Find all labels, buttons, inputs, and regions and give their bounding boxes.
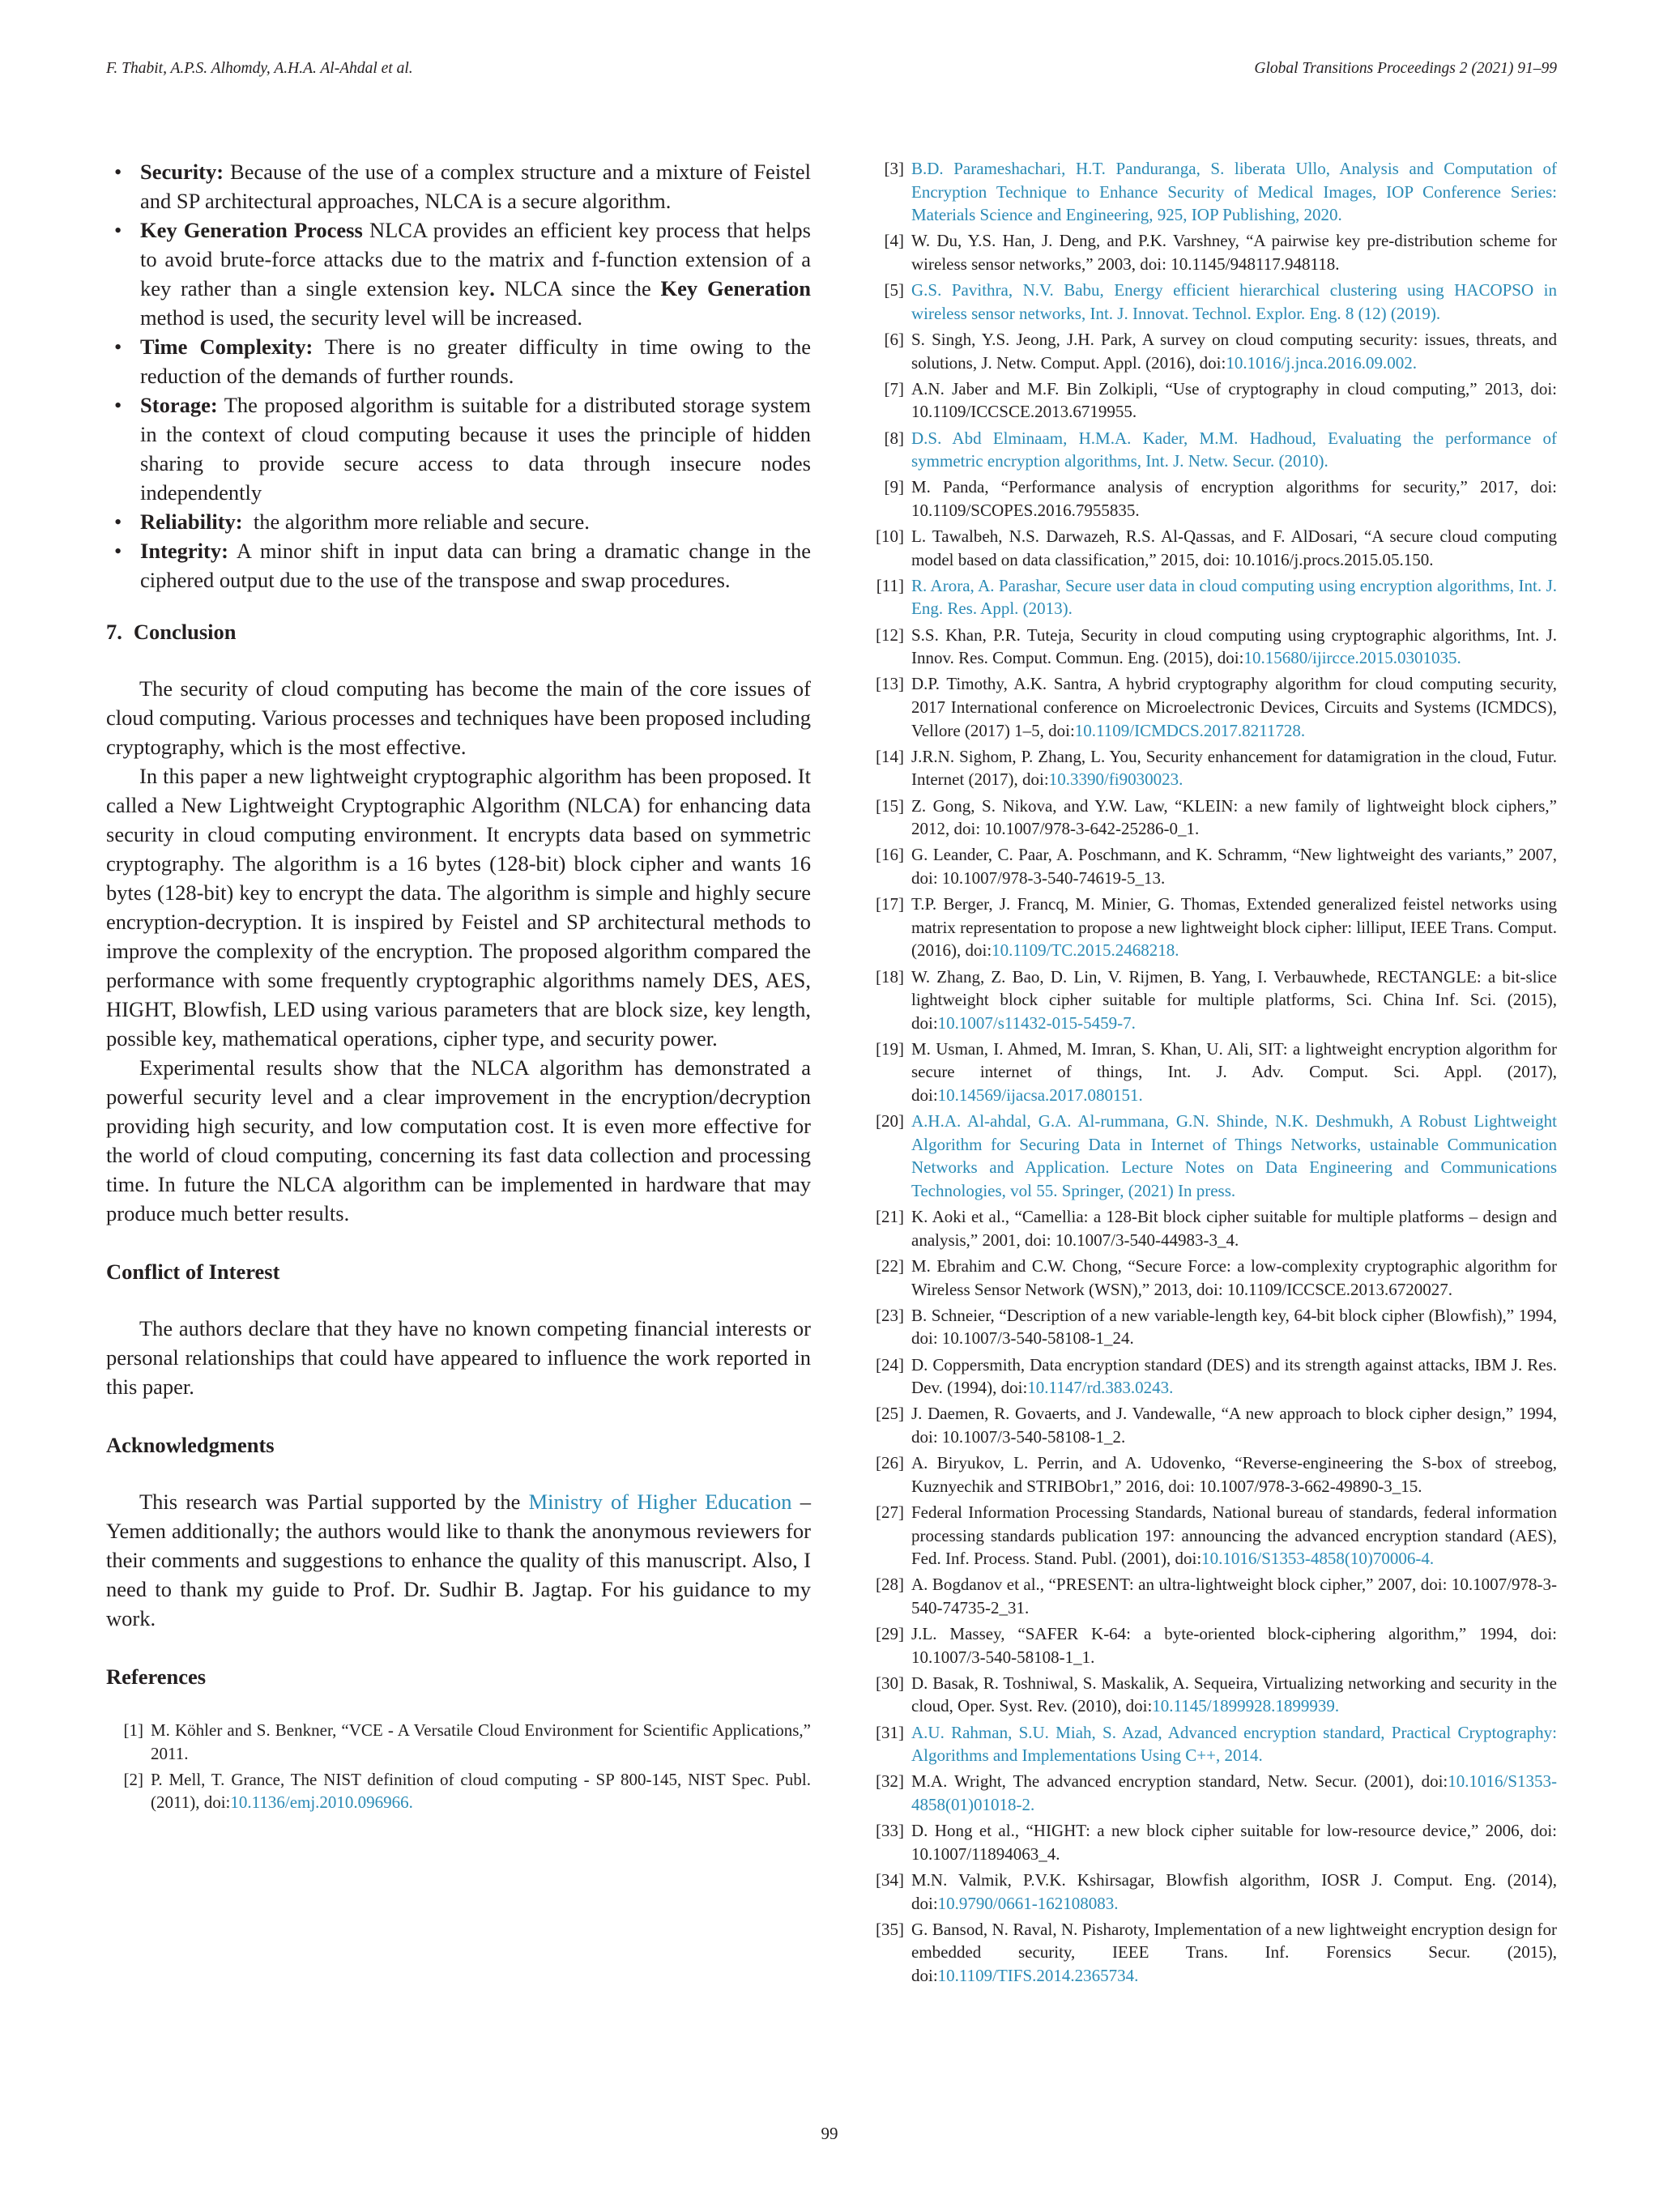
reference-number: [5]: [884, 280, 904, 300]
doi-link[interactable]: 10.1145/1899928.1899939.: [1152, 1696, 1340, 1716]
acknowledgments-paragraph: This research was Partial supported by the Ministry of Higher Education – Yemen additionally; the authors would like to thank the anonymous reviewers for their comments and suggestions to enhance the quality of this manuscript. Also, I need to thank my guide to Prof. Dr. Sudhir B. Jagtap. For his guidance to my work.: [106, 1490, 812, 1630]
reference-number: [13]: [876, 674, 904, 694]
reference-text: M.N. Valmik, P.V.K. Kshirsagar, Blowfish algorithm, IOSR J. Comput. Eng. (2014), doi:: [911, 1869, 1557, 1913]
reference-number: [24]: [876, 1354, 904, 1375]
doi-link[interactable]: 10.1007/s11432-015-5459-7.: [937, 1012, 1136, 1033]
reference-item[interactable]: [867, 279, 1557, 325]
reference-number: [18]: [876, 966, 904, 987]
reference-text: W. Du, Y.S. Han, J. Deng, and P.K. Varshney, “A pairwise key pre-distribution scheme for wireless sensor networks,” 2003, doi: 10.1145/948117.948118.: [911, 231, 1557, 274]
reference-item[interactable]: [867, 1110, 1557, 1202]
reference-item: [867, 1622, 1557, 1669]
reference-text: Z. Gong, S. Nikova, and Y.W. Law, “KLEIN: a new family of lightweight block ciphers,” 2012, doi: 10.1007/978-3-642-25286-0_1.: [911, 795, 1557, 839]
reference-text: L. Tawalbeh, N.S. Darwazeh, R.S. Al-Qassas, and F. AlDosari, “A secure cloud computing model based on data classification,” 2015, doi: 10.1016/j.procs.2015.05.150.: [911, 526, 1557, 569]
reference-text: J.L. Massey, “SAFER K-64: a byte-oriented block-ciphering algorithm,” 1994, doi: 10.1007/3-540-58108-1_1.: [911, 1624, 1557, 1667]
reference-text: A.U. Rahman, S.U. Miah, S. Azad, Advanced encryption standard, Practical Cryptography: Algorithms and Implementations Using C++, 2014.: [911, 1722, 1557, 1766]
reference-item: [867, 1573, 1557, 1619]
reference-item: [867, 1819, 1557, 1865]
reference-number: [14]: [876, 746, 904, 766]
reference-item[interactable]: [867, 1038, 1557, 1107]
reference-text: G.S. Pavithra, N.V. Babu, Energy efficient hierarchical clustering using HACOPSO in wireless sensor networks, Int. J. Innovat. Technol. Explor. Eng. 8 (12) (2019).: [911, 280, 1557, 323]
ministry-link[interactable]: Ministry of Higher Education: [528, 1490, 792, 1514]
conclusion-paragraph: The security of cloud computing has become the main of the core issues of cloud computing. Various processes and techniques have been proposed including cryptography, which is the most effective.: [106, 676, 811, 759]
reference-number: [22]: [876, 1256, 904, 1276]
reference-number: [28]: [876, 1575, 904, 1595]
reference-number: [33]: [876, 1821, 904, 1841]
reference-item[interactable]: [867, 672, 1557, 742]
reference-text: R. Arora, A. Parashar, Secure user data in cloud computing using encryption algorithms, Int. J. Eng. Res. Appl. (2013).: [911, 575, 1557, 619]
reference-text: A.N. Jaber and M.F. Bin Zolkipli, “Use of cryptography in cloud computing,” 2013, doi: 10.1109/ICCSCE.2013.6719955.: [911, 378, 1557, 422]
reference-number: [21]: [876, 1207, 904, 1227]
conclusion-paragraph: Experimental results show that the NLCA algorithm has demonstrated a powerful security level and a clear improvement in the encryption/decryption providing high security, and low computation cost. It is even more effective for the world of cloud computing, concerning its fast data collection and processing time. In future the NLCA algorithm can be implemented in hardware that may produce much better results.: [106, 1055, 811, 1225]
reference-text: K. Aoki et al., “Camellia: a 128-Bit block cipher suitable for multiple platforms – design and analysis,” 2001, doi: 10.1007/3-540-44983-3_4.: [911, 1207, 1557, 1250]
reference-item[interactable]: [867, 1918, 1557, 1988]
reference-text: T.P. Berger, J. Francq, M. Minier, G. Thomas, Extended generalized feistel networks using matrix representation to propose a new lightweight block cipher: lilliput, IEEE Trans. Comput. (2016), doi:: [911, 894, 1557, 961]
doi-link[interactable]: 10.1016/S1353-4858(01)01018-2.: [911, 1771, 1557, 1814]
reference-text: A. Bogdanov et al., “PRESENT: an ultra-lightweight block cipher,” 2007, doi: 10.1007/978-3-540-74735-2_31.: [911, 1575, 1557, 1617]
reference-number: [1]: [123, 1720, 143, 1740]
doi-link[interactable]: 10.9790/0661-162108083.: [937, 1893, 1119, 1913]
reference-number: [29]: [876, 1624, 904, 1644]
reference-number: [27]: [876, 1502, 904, 1522]
reference-text: B.D. Parameshachari, H.T. Panduranga, S. liberata Ullo, Analysis and Computation of Encryption Technique to Enhance Security of Medical Images, IOP Conference Series: Materials Science and Engineering, 925, IOP Publishing, 2020.: [911, 159, 1557, 225]
references-list-left: [106, 1719, 811, 1814]
reference-text: W. Zhang, Z. Bao, D. Lin, V. Rijmen, B. Yang, I. Verbauwhede, RECTANGLE: a bit-slice lightweight block cipher suitable for multiple platforms, Sci. China Inf. Sci. (2015), doi:: [911, 966, 1557, 1033]
reference-number: [11]: [876, 575, 904, 595]
reference-number: [20]: [876, 1111, 904, 1132]
reference-number: [12]: [876, 624, 904, 645]
running-header-authors: F. Thabit, A.P.S. Alhomdy, A.H.A. Al-Ahdal et al.: [106, 60, 413, 77]
reference-text: S.S. Khan, P.R. Tuteja, Security in cloud computing using cryptographic algorithms, Int. J. Innov. Res. Comput. Commun. Eng. (2015), doi:: [911, 624, 1557, 668]
reference-item[interactable]: [867, 1501, 1557, 1571]
reference-number: [4]: [884, 231, 904, 251]
reference-number: [17]: [876, 894, 904, 914]
reference-text: D.P. Timothy, A.K. Santra, A hybrid cryptography algorithm for cloud computing security, 2017 International conference on Microelectronic Devices, Circuits and Systems (ICMDCS), Vellore (2017) 1–5, doi:: [911, 674, 1557, 740]
reference-text: A. Biryukov, L. Perrin, and A. Udovenko, “Reverse-engineering the S-box of streebog, Kuznyechik and STRIBObr1,” 2016, doi: 10.1007/978-3-662-49890-3_15.: [911, 1453, 1557, 1496]
reference-item: [867, 1451, 1557, 1498]
list-item: • Integrity: A minor shift in input data can bring a dramatic change in the ciphered output due to the use of the transpose and swap procedures.: [106, 536, 811, 595]
reference-text: G. Leander, C. Paar, A. Poschmann, and K. Schramm, “New lightweight des variants,” 2007, doi: 10.1007/978-3-540-74619-5_13.: [911, 845, 1557, 888]
properties-list: [106, 157, 811, 595]
reference-text: D. Hong et al., “HIGHT: a new block cipher suitable for low-resource device,” 2006, doi: 10.1007/11894063_4.: [911, 1821, 1557, 1864]
reference-item[interactable]: [867, 965, 1557, 1035]
reference-text: J. Daemen, R. Govaerts, and J. Vandewalle, “A new approach to block cipher design,” 1994, doi: 10.1007/3-540-58108-1_2.: [911, 1404, 1557, 1447]
reference-item: [867, 843, 1557, 889]
doi-link[interactable]: 10.1016/S1353-4858(10)70006-4.: [1201, 1549, 1435, 1569]
reference-number: [15]: [876, 795, 904, 816]
reference-item[interactable]: [867, 1353, 1557, 1400]
reference-item[interactable]: [867, 574, 1557, 620]
doi-link[interactable]: 10.1109/ICMDCS.2017.8211728.: [1074, 720, 1306, 740]
reference-text: M.A. Wright, The advanced encryption standard, Netw. Secur. (2001), doi:: [911, 1771, 1448, 1792]
reference-item: [867, 1304, 1557, 1350]
doi-link[interactable]: 10.14569/ijacsa.2017.080151.: [937, 1085, 1143, 1106]
reference-text: D. Basak, R. Toshniwal, S. Maskalik, A. Sequeira, Virtualizing networking and security in the cloud, Oper. Syst. Rev. (2010), doi:: [911, 1673, 1557, 1716]
doi-link[interactable]: 10.1109/TC.2015.2468218.: [992, 940, 1179, 961]
reference-text: Federal Information Processing Standards, National bureau of standards, federal information processing standards publication 197: announcing the advanced encryption standard (AES), Fed. Inf. Process. Stand. Publ. (2001), doi:: [911, 1502, 1557, 1569]
reference-item[interactable]: [867, 1869, 1557, 1915]
section-heading-conflict: Conflict of Interest: [106, 1259, 280, 1284]
list-item: • Key Generation Process NLCA provides an efficient key process that helps to avoid brute-force attacks due to the matrix and f-function extension of a key rather than a single extension key. NLCA since the Key Generation method is used, the security level will be increased.: [106, 215, 811, 332]
reference-number: [34]: [876, 1869, 904, 1890]
reference-text: A.H.A. Al-ahdal, G.A. Al-rummana, G.N. Shinde, N.K. Deshmukh, A Robust Lightweight Algorithm for Securing Data in Internet of Things Networks, ustainable Communication Networks and Application. Lecture Notes on Data Engineering and Communications Technologies, vol 55. Springer, (2021) In press.: [911, 1111, 1557, 1201]
reference-number: [2]: [123, 1769, 143, 1789]
reference-item[interactable]: [867, 745, 1557, 791]
reference-item: [867, 475, 1557, 522]
reference-text: S. Singh, Y.S. Jeong, J.H. Park, A survey on cloud computing security: issues, threats, and solutions, J. Netw. Comput. Appl. (2016), doi:: [911, 329, 1557, 373]
list-item: • Reliability: the algorithm more reliable and secure.: [106, 507, 811, 536]
reference-item: [867, 229, 1557, 275]
reference-text: B. Schneier, “Description of a new variable-length key, 64-bit block cipher (Blowfish),” 1994, doi: 10.1007/3-540-58108-1_24.: [911, 1305, 1557, 1349]
reference-item: [867, 795, 1557, 841]
reference-text: M. Köhler and S. Benkner, “VCE - A Versatile Cloud Environment for Scientific Applications,” 2011.: [151, 1720, 811, 1763]
reference-number: [32]: [876, 1771, 904, 1792]
reference-text: P. Mell, T. Grance, The NIST definition of cloud computing - SP 800-145, NIST Spec. Publ. (2011), doi:: [151, 1769, 811, 1813]
reference-number: [30]: [876, 1673, 904, 1693]
reference-text: D.S. Abd Elminaam, H.M.A. Kader, M.M. Hadhoud, Evaluating the performance of symmetric encryption algorithms, Int. J. Netw. Secur. (2010).: [911, 428, 1557, 471]
reference-item[interactable]: [867, 427, 1557, 473]
doi-link[interactable]: 10.1109/TIFS.2014.2365734.: [937, 1965, 1139, 1985]
doi-link[interactable]: 10.3390/fi9030023.: [1048, 769, 1183, 790]
reference-text: M. Usman, I. Ahmed, M. Imran, S. Khan, U. Ali, SIT: a lightweight encryption algorithm for secure internet of things, Int. J. Adv. Comput. Sci. Appl. (2017), doi:: [911, 1038, 1557, 1106]
reference-item[interactable]: [867, 1721, 1557, 1767]
reference-item: [867, 1402, 1557, 1448]
reference-number: [23]: [876, 1305, 904, 1325]
section-heading-conclusion: 7. Conclusion: [106, 620, 237, 644]
reference-item[interactable]: [867, 1672, 1557, 1718]
reference-item: [867, 1205, 1557, 1251]
doi-link[interactable]: 10.1136/emj.2010.096966.: [230, 1792, 413, 1813]
reference-number: [7]: [884, 378, 904, 399]
conclusion-paragraph: In this paper a new lightweight cryptographic algorithm has been proposed. It called a New Lightweight Cryptographic Algorithm (NLCA) for enhancing data security in cloud computing environment. It encrypts data based on symmetric cryptography. The algorithm is a 16 bytes (128-bit) block cipher and wants 16 bytes (128-bit) key to encrypt the data. The algorithm is simple and highly secure encryption-decryption. It is inspired by Feistel and SP architectural methods to improve the complexity of the encryption. The proposed algorithm compared the performance with some frequently cryptographic algorithms namely DES, AES, HIGHT, Blowfish, LED using various parameters that are block size, key length, possible key, mathematical operations, cipher type, and security power.: [106, 764, 811, 1051]
left-column: [106, 157, 811, 1818]
reference-number: [31]: [876, 1722, 904, 1742]
reference-number: [19]: [876, 1038, 904, 1059]
reference-number: [16]: [876, 845, 904, 865]
reference-item: [867, 1255, 1557, 1301]
reference-item[interactable]: [867, 1770, 1557, 1816]
list-item: • Security: Because of the use of a complex structure and a mixture of Feistel and SP architectural approaches, NLCA is a secure algorithm.: [106, 157, 811, 215]
reference-item[interactable]: [106, 1768, 811, 1814]
reference-text: J.R.N. Sighom, P. Zhang, L. You, Security enhancement for datamigration in the cloud, Futur. Internet (2017), doi:: [911, 746, 1557, 790]
list-item: • Storage: The proposed algorithm is suitable for a distributed storage system in the context of cloud computing because it uses the principle of hidden sharing to provide secure access to data through insecure nodes independently: [106, 390, 811, 507]
reference-number: [6]: [884, 329, 904, 349]
page-number: 99: [821, 2124, 838, 2143]
reference-item[interactable]: [867, 157, 1557, 227]
section-heading-acknowledgments: Acknowledgments: [106, 1433, 275, 1457]
running-header-journal: Global Transitions Proceedings 2 (2021) 91–99: [1254, 60, 1557, 77]
reference-text: G. Bansod, N. Raval, N. Pisharoty, Implementation of a new lightweight encryption design for embedded security, IEEE Trans. Inf. Forensics Secur. (2015), doi:: [911, 1919, 1557, 1985]
reference-text: M. Panda, “Performance analysis of encryption algorithms for security,” 2017, doi: 10.1109/SCOPES.2016.7955835.: [911, 477, 1557, 520]
section-heading-references: References: [106, 1664, 207, 1689]
reference-text: D. Coppersmith, Data encryption standard (DES) and its strength against attacks, IBM J. Res. Dev. (1994), doi:: [911, 1354, 1557, 1398]
reference-number: [26]: [876, 1453, 904, 1473]
reference-item[interactable]: [867, 328, 1557, 374]
reference-item[interactable]: [867, 624, 1557, 670]
references-list-right: [867, 157, 1557, 1990]
reference-item: [867, 525, 1557, 571]
conflict-paragraph: The authors declare that they have no known competing financial interests or personal relationships that could have appeared to influence the work reported in this paper.: [106, 1316, 811, 1399]
reference-number: [35]: [876, 1919, 904, 1939]
reference-number: [10]: [876, 526, 904, 547]
reference-number: [25]: [876, 1404, 904, 1424]
reference-item: [867, 377, 1557, 424]
reference-item: [106, 1719, 811, 1765]
list-item: • Time Complexity: There is no greater difficulty in time owing to the reduction of the demands of further rounds.: [106, 332, 811, 390]
reference-number: [8]: [884, 428, 904, 448]
doi-link[interactable]: 10.1016/j.jnca.2016.09.002.: [1226, 352, 1417, 373]
reference-number: [3]: [884, 159, 904, 178]
doi-link[interactable]: 10.15680/ijircce.2015.0301035.: [1243, 648, 1461, 668]
reference-text: M. Ebrahim and C.W. Chong, “Secure Force: a low-complexity cryptographic algorithm for Wireless Sensor Network (WSN),” 2013, doi: 10.1109/ICCSCE.2013.6720027.: [911, 1256, 1557, 1299]
reference-item[interactable]: [867, 893, 1557, 962]
reference-number: [9]: [884, 477, 904, 497]
doi-link[interactable]: 10.1147/rd.383.0243.: [1027, 1378, 1174, 1398]
